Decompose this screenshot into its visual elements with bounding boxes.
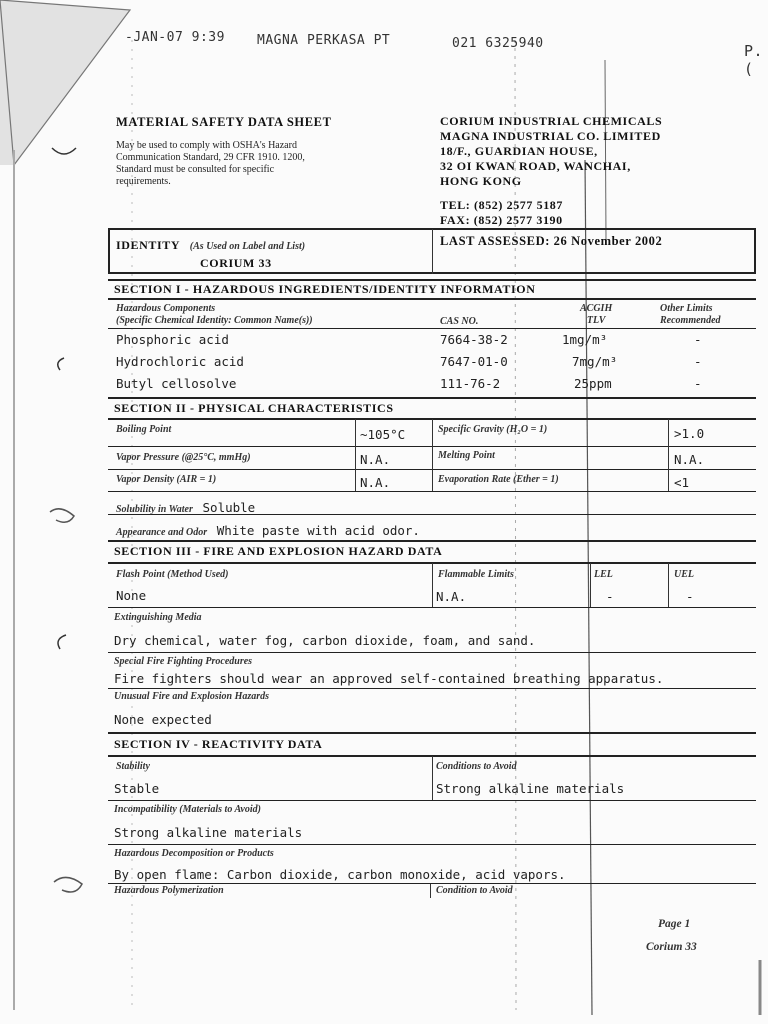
tlv-value: 25ppm [574,376,612,391]
cas-value: 7647-01-0 [440,354,508,369]
col-label: (Specific Chemical Identity: Common Name(s)) [116,315,313,326]
flash-point-value: None [116,588,147,603]
tlv-value: 1mg/m³ [562,332,608,347]
appearance-label: Appearance and Odor [116,527,208,538]
col-label: TLV [586,315,606,326]
company-address [440,114,662,189]
column-divider [432,563,433,607]
osha-note [116,140,416,188]
company-line: 18/F., GUARDIAN HOUSE, [440,144,598,158]
identity-label: IDENTITY [116,238,181,252]
vapor-density-label: Vapor Density (AIR = 1) [116,474,217,485]
osha-note-line: Communication Standard, 29 CFR 1910. 1200, [116,152,305,163]
column-divider [355,419,356,491]
footer-page: Page 1 [658,918,691,930]
company-contact [440,198,563,228]
divider [108,491,756,492]
unusual-hazards-value: None expected [114,712,212,727]
special-fire-fighting-value: Fire fighters should wear an approved self-contained breathing apparatus. [114,671,664,686]
section1-title: SECTION I - HAZARDOUS INGREDIENTS/IDENTITY INFORMATION [114,282,536,296]
appearance-value: White paste with acid odor. [216,523,420,538]
incompatibility-label: Incompatibility (Materials to Avoid) [114,804,261,815]
solubility-row [116,497,255,516]
polymerization-condition-label: Condition to Avoid [436,885,513,896]
column-divider [430,884,431,898]
osha-note-line: May be used to comply with OSHA's Hazard [116,140,297,151]
vapor-pressure-value: N.A. [360,452,391,467]
identity-label-note: (As Used on Label and List) [189,241,306,252]
company-line: 32 OI KWAN ROAD, WANCHAI, [440,159,631,173]
flammable-limits-value: N.A. [436,589,467,604]
decomposition-label: Hazardous Decomposition or Products [114,848,274,859]
specific-gravity-value: >1.0 [674,426,705,441]
special-fire-fighting-label: Special Fire Fighting Procedures [114,656,253,667]
identity-divider [432,229,433,274]
section4-title: SECTION IV - REACTIVITY DATA [114,737,323,751]
section1-col-acgih [580,303,612,327]
component-name: Butyl cellosolve [116,376,237,391]
section1-col-cas: CAS NO. [440,316,479,327]
extinguishing-media-label: Extinguishing Media [114,612,202,623]
footer-product: Corium 33 [646,941,697,953]
lel-label: LEL [594,569,613,580]
section1-col-other [660,303,721,327]
evaporation-rate-value: <1 [674,475,690,490]
uel-value: - [686,589,694,604]
column-divider [668,419,669,491]
divider [108,279,756,281]
conditions-to-avoid-label: Conditions to Avoid [436,761,517,772]
divider [108,800,756,801]
other-value: - [694,376,702,391]
col-label: Other Limits [660,303,713,314]
osha-note-line: Standard must be consulted for specific [116,164,275,175]
incompatibility-value: Strong alkaline materials [114,825,303,840]
unusual-hazards-label: Unusual Fire and Explosion Hazards [114,691,270,702]
boiling-point-value: ~105°C [360,427,406,442]
company-line: HONG KONG [440,174,522,188]
solubility-label: Solubility in Water [116,504,193,515]
section2-title: SECTION II - PHYSICAL CHARACTERISTICS [114,401,394,415]
table-row [116,376,236,391]
vapor-density-value: N.A. [360,475,391,490]
extinguishing-media-value: Dry chemical, water fog, carbon dioxide, foam, and sand. [114,633,536,648]
fax-phone: 021 6325940 [452,36,544,51]
col-label: ACGIH [580,303,613,314]
identity-label-group [116,234,305,253]
lel-value: - [606,589,614,604]
specific-gravity-label: Specific Gravity (H₂O = 1) [438,424,548,435]
section3-title: SECTION III - FIRE AND EXPLOSION HAZARD DATA [114,544,443,558]
fax-sender: MAGNA PERKASA PT [257,33,391,48]
vapor-pressure-label: Vapor Pressure (@25°C, mmHg) [116,452,251,463]
last-assessed: LAST ASSESSED: 26 November 2002 [440,234,663,248]
company-tel: TEL: (852) 2577 5187 [440,198,563,212]
component-name: Hydrochloric acid [116,354,244,369]
divider [108,732,756,734]
col-label: Hazardous Components [116,303,216,314]
uel-label: UEL [674,569,694,580]
divider [108,397,756,399]
table-row [116,354,244,369]
section1-col-components [116,303,313,327]
divider [108,328,756,329]
polymerization-label: Hazardous Polymerization [114,885,224,896]
cas-value: 111-76-2 [440,376,501,391]
osha-note-line: requirements. [116,176,171,187]
flammable-limits-label: Flammable Limits [438,569,514,580]
col-label: Recommended [660,315,721,326]
column-divider [590,563,591,607]
appearance-row [116,520,420,539]
column-divider [432,756,433,800]
tlv-value: 7mg/m³ [572,354,618,369]
identity-value: CORIUM 33 [200,256,272,270]
other-value: - [694,332,702,347]
divider [108,607,756,608]
divider [108,298,756,300]
cas-value: 7664-38-2 [440,332,508,347]
divider [108,883,756,884]
flash-point-label: Flash Point (Method Used) [116,569,229,580]
stability-label: Stability [116,761,150,772]
melting-point-value: N.A. [674,452,705,467]
column-divider [432,419,433,491]
melting-point-label: Melting Point [438,450,495,461]
company-line: CORIUM INDUSTRIAL CHEMICALS [440,114,663,128]
component-name: Phosphoric acid [116,332,229,347]
conditions-to-avoid-value: Strong alkaline materials [436,781,625,796]
other-value: - [694,354,702,369]
fax-datetime: -JAN-07 9:39 [125,30,225,45]
table-row [116,332,229,347]
boiling-point-label: Boiling Point [116,424,172,435]
divider [108,688,756,689]
company-line: MAGNA INDUSTRIAL CO. LIMITED [440,129,661,143]
solubility-value: Soluble [202,500,256,515]
divider [108,844,756,845]
decomposition-value: By open flame: Carbon dioxide, carbon monoxide, acid vapors. [114,867,566,882]
fax-page: P.( [744,42,764,78]
document-title: MATERIAL SAFETY DATA SHEET [116,115,332,129]
divider [108,540,756,542]
company-fax: FAX: (852) 2577 3190 [440,213,563,227]
divider [108,652,756,653]
evaporation-rate-label: Evaporation Rate (Ether = 1) [438,474,559,485]
column-divider [668,563,669,607]
stability-value: Stable [114,781,160,796]
